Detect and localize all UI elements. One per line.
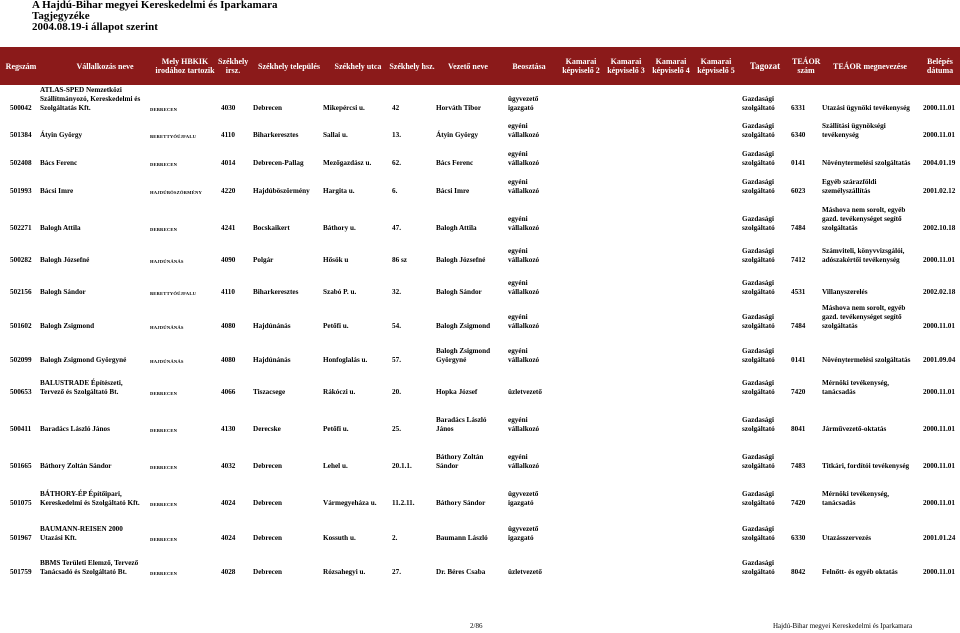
- row-date: 2001.09.04: [923, 356, 956, 364]
- document-title: [32, 0, 278, 33]
- row-city: Hajdúnánás: [253, 356, 291, 364]
- row-street: Báthory u.: [323, 224, 356, 232]
- row-office: DEBRECEN: [150, 107, 178, 112]
- row-zip: 4110: [221, 288, 235, 296]
- row-street: Honfoglalás u.: [323, 356, 368, 364]
- row-house-number: 57.: [392, 356, 401, 364]
- row-date: 2001.02.12: [923, 187, 956, 195]
- row-company-name: Baradács László János: [40, 425, 110, 433]
- row-role: egyéni vállalkozó: [508, 279, 540, 296]
- row-street: Kossuth u.: [323, 534, 356, 542]
- row-house-number: 20.: [392, 388, 401, 396]
- table-row: [0, 546, 960, 578]
- row-street: Hargita u.: [323, 187, 355, 195]
- table-row: [0, 115, 960, 141]
- row-teor-name: Villanyszerelés: [822, 288, 868, 296]
- row-office: DEBRECEN: [150, 537, 178, 542]
- row-zip: 4090: [221, 256, 236, 264]
- header-k4: Kamarai képviselő 4: [652, 57, 690, 75]
- row-zip: 4030: [221, 104, 236, 112]
- row-leader: Balogh Sándor: [436, 288, 482, 296]
- header-vezeto: Vezető neve: [448, 62, 488, 71]
- row-city: Hajdúnánás: [253, 322, 291, 330]
- row-street: Rákóczi u.: [323, 388, 356, 396]
- row-teor-name: Szállítási ügynökségi tevékenység: [822, 122, 886, 139]
- row-house-number: 62.: [392, 159, 401, 167]
- row-house-number: 2.: [392, 534, 398, 542]
- header-hbkik: Mely HBKIK irodához tartozik: [155, 57, 215, 75]
- row-teor-name: Mérnöki tevékenység, tanácsadás: [822, 490, 890, 507]
- row-office: DEBRECEN: [150, 391, 178, 396]
- header-hsz: Székhely hsz.: [389, 62, 435, 71]
- row-teor: 0141: [791, 159, 806, 167]
- row-teor: 8042: [791, 568, 806, 576]
- row-leader: Hopka József: [436, 388, 478, 396]
- row-office: HAJDÚNÁNÁS: [150, 325, 184, 330]
- row-date: 2000.11.01: [923, 388, 955, 396]
- row-city: Derecske: [253, 425, 281, 433]
- row-date: 2002.10.18: [923, 224, 956, 232]
- row-company-name: Balogh Zsigmond: [40, 322, 95, 330]
- row-street: Sallai u.: [323, 131, 348, 139]
- row-leader: Bács Ferenc: [436, 159, 474, 167]
- row-house-number: 20.1.1.: [392, 462, 412, 470]
- row-teor-name: Növénytermelési szolgáltatás: [822, 159, 911, 167]
- row-teor: 7484: [791, 224, 806, 232]
- row-tagozat: Gazdasági szolgáltató: [742, 95, 775, 112]
- row-role: egyéni vállalkozó: [508, 178, 540, 195]
- row-zip: 4032: [221, 462, 236, 470]
- row-leader: Báthory Zoltán Sándor: [436, 453, 484, 470]
- row-regszam: 501993: [10, 187, 32, 195]
- row-city: Biharkeresztes: [253, 131, 299, 139]
- row-tagozat: Gazdasági szolgáltató: [742, 490, 775, 507]
- row-zip: 4130: [221, 425, 236, 433]
- row-house-number: 13.: [392, 131, 401, 139]
- row-role: egyéni vállalkozó: [508, 453, 540, 470]
- row-teor: 7420: [791, 499, 806, 507]
- row-city: Biharkeresztes: [253, 288, 299, 296]
- table-row: [0, 88, 960, 114]
- row-city: Debrecen: [253, 499, 283, 507]
- row-zip: 4110: [221, 131, 235, 139]
- row-company-name: Balogh Sándor: [40, 288, 86, 296]
- row-date: 2000.11.01: [923, 568, 955, 576]
- row-city: Tiszacsege: [253, 388, 286, 396]
- row-role: egyéni vállalkozó: [508, 347, 540, 364]
- row-tagozat: Gazdasági szolgáltató: [742, 453, 775, 470]
- row-teor: 4531: [791, 288, 806, 296]
- row-tagozat: Gazdasági szolgáltató: [742, 279, 775, 296]
- row-teor-name: Máshova nem sorolt, egyéb gazd. tevékenységet segítő szolgáltatás: [822, 304, 906, 330]
- row-tagozat: Gazdasági szolgáltató: [742, 178, 775, 195]
- row-company-name: Báthory Zoltán Sándor: [40, 462, 112, 470]
- table-row: [0, 171, 960, 197]
- table-row: [0, 437, 960, 472]
- header-regszam: Regszám: [5, 62, 37, 71]
- row-city: Hajdúböszörmény: [253, 187, 310, 195]
- row-zip: 4080: [221, 356, 236, 364]
- row-office: DEBRECEN: [150, 227, 178, 232]
- row-regszam: 500411: [10, 425, 32, 433]
- row-leader: Baumann László: [436, 534, 488, 542]
- row-zip: 4066: [221, 388, 236, 396]
- row-company-name: Bácsi Imre: [40, 187, 74, 195]
- row-regszam: 501384: [10, 131, 32, 139]
- row-date: 2001.01.24: [923, 534, 956, 542]
- row-tagozat: Gazdasági szolgáltató: [742, 559, 775, 576]
- row-leader: Balogh Zsigmond: [436, 322, 491, 330]
- row-leader: Balogh Attila: [436, 224, 477, 232]
- row-city: Bocskaikert: [253, 224, 290, 232]
- table-row: [0, 400, 960, 435]
- row-house-number: 47.: [392, 224, 401, 232]
- row-leader: Baradács László János: [436, 416, 487, 433]
- header-k5: Kamarai képviselő 5: [697, 57, 735, 75]
- row-role: egyéni vállalkozó: [508, 313, 540, 330]
- row-street: Petőfi u.: [323, 322, 349, 330]
- row-date: 2000.11.01: [923, 425, 955, 433]
- row-role: ügyvezető igazgató: [508, 490, 539, 507]
- row-house-number: 42: [392, 104, 400, 112]
- page-number: 2/86: [470, 622, 483, 630]
- row-street: Mezőgazdász u.: [323, 159, 372, 167]
- row-role: ügyvezető igazgató: [508, 95, 539, 112]
- row-street: Lehel u.: [323, 462, 348, 470]
- row-teor-name: Számviteli, könyvvizsgálói, adószakértői tevékenység: [822, 247, 905, 264]
- row-regszam: 502271: [10, 224, 32, 232]
- header-irsz: Székhely irsz.: [218, 57, 249, 75]
- row-regszam: 500282: [10, 256, 32, 264]
- row-tagozat: Gazdasági szolgáltató: [742, 379, 775, 396]
- row-regszam: 501075: [10, 499, 32, 507]
- row-office: DEBRECEN: [150, 502, 178, 507]
- row-street: Hősök u: [323, 256, 349, 264]
- row-teor: 7420: [791, 388, 806, 396]
- row-teor-name: Utazásszervezés: [822, 534, 872, 542]
- table-row: [0, 512, 960, 544]
- header-k2: Kamarai képviselő 2: [562, 57, 600, 75]
- row-city: Polgár: [253, 256, 274, 264]
- row-regszam: 502156: [10, 288, 32, 296]
- row-city: Debrecen: [253, 104, 283, 112]
- row-company-name: BAUMANN-REISEN 2000 Utazási Kft.: [40, 525, 123, 542]
- row-leader: Dr. Béres Csaba: [436, 568, 486, 576]
- row-zip: 4024: [221, 534, 236, 542]
- row-leader: Balogh Józsefné: [436, 256, 486, 264]
- row-office: BEREТТYÓÚJFALU: [150, 291, 197, 296]
- row-teor: 6330: [791, 534, 806, 542]
- row-tagozat: Gazdasági szolgáltató: [742, 313, 775, 330]
- row-office: HAJDÚNÁNÁS: [150, 359, 184, 364]
- row-teor-name: Titkári, fordítói tevékenység: [822, 462, 910, 470]
- title-line-1: A Hajdú-Bihar megyei Kereskedelmi és Iparkamara: [32, 0, 278, 11]
- row-office: DEBRECEN: [150, 428, 178, 433]
- row-street: Petőfi u.: [323, 425, 349, 433]
- row-city: Debrecen-Pallag: [253, 159, 304, 167]
- row-office: HAJDÚBÖSZÖRMÉNY: [150, 190, 203, 195]
- row-house-number: 27.: [392, 568, 401, 576]
- row-leader: Balogh Zsigmond Györgyné: [436, 347, 491, 364]
- row-regszam: 501759: [10, 568, 32, 576]
- header-utca: Székhely utca: [334, 62, 382, 71]
- title-line-3: 2004.08.19-i állapot szerint: [32, 21, 158, 33]
- row-role: egyéni vállalkozó: [508, 416, 540, 433]
- row-date: 2000.11.01: [923, 462, 955, 470]
- row-leader: Bácsi Imre: [436, 187, 470, 195]
- row-company-name: BALUSTRADE Építészeti, Tervező és Szolgáltató Bt.: [40, 379, 123, 396]
- row-tagozat: Gazdasági szolgáltató: [742, 347, 775, 364]
- row-date: 2004.01.19: [923, 159, 956, 167]
- row-regszam: 501967: [10, 534, 32, 542]
- footer-org: Hajdú-Bihar megyei Kereskedelmi és Iparkamara: [773, 622, 913, 630]
- table-row: [0, 236, 960, 266]
- row-tagozat: Gazdasági szolgáltató: [742, 150, 775, 167]
- row-date: 2000.11.01: [923, 322, 955, 330]
- row-zip: 4014: [221, 159, 236, 167]
- row-company-name: BÁTHORY-ÉP Építőipari, Kereskedelmi és Szolgáltató Kft.: [40, 490, 140, 507]
- row-office: HAJDÚNÁNÁS: [150, 259, 184, 264]
- row-city: Debrecen: [253, 568, 283, 576]
- table-header: [0, 47, 960, 85]
- row-leader: Átyin György: [436, 131, 479, 139]
- table-row: [0, 368, 960, 398]
- row-role: egyéni vállalkozó: [508, 247, 540, 264]
- row-teor: 8041: [791, 425, 806, 433]
- row-teor-name: Járművezető-oktatás: [822, 425, 887, 433]
- row-city: Debrecen: [253, 534, 283, 542]
- header-vallalkozas: Vállalkozás neve: [76, 62, 134, 71]
- row-teor: 6023: [791, 187, 806, 195]
- header-belepes: Belépés dátuma: [926, 57, 954, 75]
- row-role: egyéni vállalkozó: [508, 122, 540, 139]
- row-street: Mikepércsi u.: [323, 104, 365, 112]
- row-regszam: 500653: [10, 388, 32, 396]
- row-house-number: 54.: [392, 322, 401, 330]
- row-company-name: Balogh Attila: [40, 224, 81, 232]
- row-teor-name: Mérnöki tevékenység, tanácsadás: [822, 379, 890, 396]
- row-city: Debrecen: [253, 462, 283, 470]
- row-company-name: Balogh Zsigmond Györgyné: [40, 356, 127, 364]
- row-house-number: 32.: [392, 288, 401, 296]
- header-teor-megnev: TEÁOR megnevezése: [833, 62, 907, 71]
- row-zip: 4024: [221, 499, 236, 507]
- row-teor-name: Felnőtt- és egyéb oktatás: [822, 568, 898, 576]
- row-office: DEBRECEN: [150, 571, 178, 576]
- row-office: DEBRECEN: [150, 465, 178, 470]
- row-house-number: 25.: [392, 425, 401, 433]
- row-tagozat: Gazdasági szolgáltató: [742, 247, 775, 264]
- row-zip: 4080: [221, 322, 236, 330]
- row-leader: Báthory Sándor: [436, 499, 486, 507]
- row-regszam: 501665: [10, 462, 32, 470]
- row-teor-name: Növénytermelési szolgáltatás: [822, 356, 911, 364]
- row-teor: 7412: [791, 256, 806, 264]
- row-date: 2002.02.18: [923, 288, 956, 296]
- row-company-name: Balogh Józsefné: [40, 256, 90, 264]
- row-house-number: 6.: [392, 187, 398, 195]
- row-tagozat: Gazdasági szolgáltató: [742, 416, 775, 433]
- row-date: 2000.11.01: [923, 104, 955, 112]
- row-regszam: 502408: [10, 159, 32, 167]
- row-office: BEREТТYÓÚJFALU: [150, 134, 197, 139]
- row-teor: 0141: [791, 356, 806, 364]
- row-street: Vármegyeháza u.: [323, 499, 377, 507]
- row-zip: 4241: [221, 224, 236, 232]
- row-company-name: ATLAS-SPED Nemzetközi Szállítmányozó, Kereskedelmi és Szolgáltatás Kft.: [40, 86, 141, 112]
- row-teor-name: Máshova nem sorolt, egyéb gazd. tevékenységet segítő szolgáltatás: [822, 206, 906, 232]
- row-teor: 7483: [791, 462, 806, 470]
- row-regszam: 500042: [10, 104, 32, 112]
- header-telepules: Székhely település: [258, 62, 320, 71]
- row-role: üzletvezető: [508, 388, 542, 396]
- table-row: [0, 268, 960, 298]
- row-tagozat: Gazdasági szolgáltató: [742, 525, 775, 542]
- row-street: Szabó P. u.: [323, 288, 357, 296]
- row-tagozat: Gazdasági szolgáltató: [742, 215, 775, 232]
- table-row: [0, 474, 960, 509]
- row-role: egyéni vállalkozó: [508, 215, 540, 232]
- row-leader: Horváth Tibor: [436, 104, 482, 112]
- row-role: üzletvezető: [508, 568, 542, 576]
- row-teor: 7484: [791, 322, 806, 330]
- row-teor-name: Egyéb szárazföldi személyszállítás: [822, 178, 877, 195]
- row-date: 2000.11.01: [923, 131, 955, 139]
- row-house-number: 86 sz: [392, 256, 407, 264]
- row-zip: 4220: [221, 187, 236, 195]
- row-company-name: Bács Ferenc: [40, 159, 78, 167]
- row-regszam: 502099: [10, 356, 32, 364]
- row-date: 2000.11.01: [923, 256, 955, 264]
- header-teor-szam: TEÁOR szám: [792, 57, 821, 75]
- row-tagozat: Gazdasági szolgáltató: [742, 122, 775, 139]
- row-company-name: Átyin György: [40, 131, 83, 139]
- row-regszam: 501602: [10, 322, 32, 330]
- row-teor: 6340: [791, 131, 806, 139]
- row-teor-name: Utazási ügynöki tevékenység: [822, 104, 910, 112]
- row-role: egyéni vállalkozó: [508, 150, 540, 167]
- row-teor: 6331: [791, 104, 806, 112]
- row-house-number: 11.2.11.: [392, 499, 415, 507]
- row-zip: 4028: [221, 568, 236, 576]
- table-row: [0, 300, 960, 332]
- title-line-2: Tagjegyzéke: [32, 10, 90, 22]
- table-row: [0, 143, 960, 169]
- table-row: [0, 334, 960, 366]
- table-row: [0, 200, 960, 234]
- header-tagozat: Tagozat: [749, 61, 781, 71]
- row-date: 2000.11.01: [923, 499, 955, 507]
- header-beosztas: Beosztása: [512, 62, 546, 71]
- row-street: Rózsahegyi u.: [323, 568, 366, 576]
- row-office: DEBRECEN: [150, 162, 178, 167]
- row-company-name: BBMS Területi Elemző, Tervező Tanácsadó és Szolgáltató Bt.: [40, 559, 139, 576]
- row-role: ügyvezető igazgató: [508, 525, 539, 542]
- header-k3: Kamarai képviselő 3: [607, 57, 645, 75]
